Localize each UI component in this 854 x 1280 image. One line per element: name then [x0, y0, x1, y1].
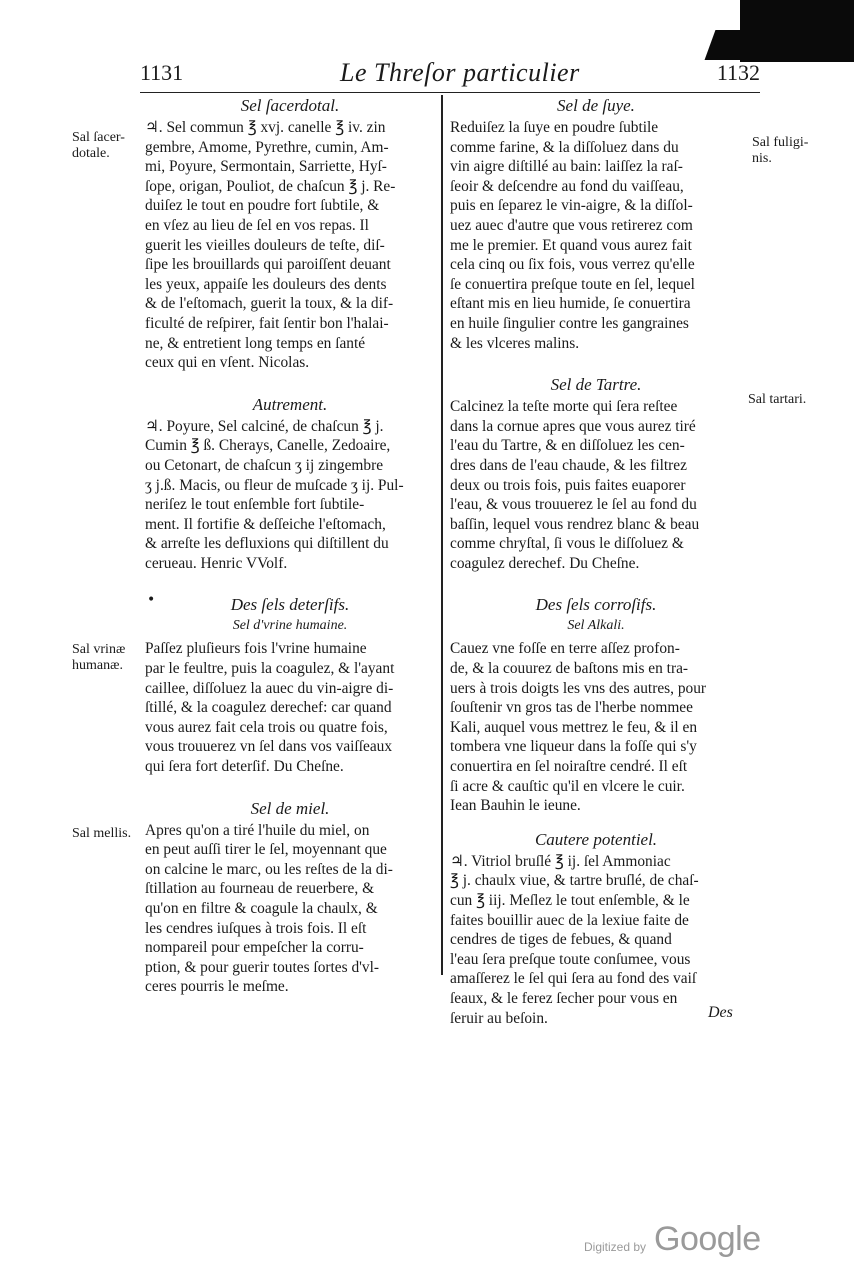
text-line: on calcine le marc, ou les reſtes de la di- [145, 860, 393, 878]
text-line: duiſez le tout en poudre fort ſubtile, & [145, 197, 380, 215]
text-line: & les vlceres malins. [450, 334, 580, 352]
text-line: ʒ j.ß. Macis, ou fleur de muſcade ʒ ij. Pul- [145, 476, 404, 494]
text-line: & arreſte les defluxions qui diſtillent du [145, 535, 389, 553]
section-heading: Sel de Tartre. [550, 375, 642, 395]
text-line: ℥ j. chaulx viue, & tartre bruſlé, de chaſ- [450, 872, 699, 890]
text-line: ſtillé, & la coagulez derechef: car quand [145, 699, 392, 717]
text-line: faites bouillir auec de la lexiue faite de [450, 911, 689, 929]
text-line: ſouſtenir vn gros tas de l'herbe nommee [450, 699, 693, 717]
page-number-left: 1131 [140, 60, 184, 85]
section-sel-de-miel [145, 799, 435, 997]
text-line: Paſſez pluſieurs fois l'vrine humaine [145, 640, 367, 658]
text-line: cendres de tiges de febues, & quand [450, 931, 672, 949]
watermark-small-text: Digitized by [584, 1240, 647, 1254]
text-line: en vſez au lieu de ſel en vos repas. Il [145, 216, 369, 234]
paragraph [450, 639, 742, 815]
printer-mark: • [147, 592, 156, 608]
text-line: ceres pourris le meſme. [145, 978, 289, 996]
paragraph [450, 397, 742, 573]
section-sel-sacerdotal [145, 96, 435, 373]
text-line: de, & la couurez de baſtons mis en tra- [450, 660, 689, 678]
running-header [140, 50, 760, 93]
text-line: eſtant mis en lieu humide, ſe conuertira [450, 295, 691, 313]
text-line: vous aurez fait cela trois ou quatre fois, [145, 718, 388, 736]
section-sels-detersifs [145, 595, 435, 776]
text-line: dans la cornue apres que vous aurez tiré [450, 417, 696, 435]
text-line: me le premier. Et quand vous aurez fait [450, 236, 692, 254]
text-line: ne, & entretient long temps en ſanté [145, 334, 366, 352]
paragraph [145, 821, 435, 997]
text-line: coagulez derechef. Du Cheſne. [450, 554, 640, 572]
text-line: guerit les vieilles douleurs de teſte, diſ- [145, 236, 385, 254]
text-line: ſeoir & deſcendre au fond du vaiſſeau, [450, 177, 684, 195]
section-heading: Sel ſacerdotal. [240, 96, 340, 115]
margin-note-mellis: Sal mellis. [72, 826, 132, 841]
text-line: ſtillation au fourneau de reuerbere, & [145, 880, 375, 898]
text-line: en huile ſingulier contre les gangraines [450, 314, 689, 332]
text-line: amaſſerez le ſel qui ſera au fond des vaiſ [450, 970, 697, 988]
text-line: neriſez le tout enſemble fort ſubtile- [145, 496, 365, 514]
text-line: les yeux, appaiſe les douleurs des dents [145, 275, 387, 293]
margin-note-urinae: Sal vrinæ humanæ. [72, 642, 126, 673]
text-line: cerueau. Henric VVolf. [145, 554, 288, 572]
page-number-right: 1132 [716, 60, 760, 85]
text-line: l'eau du Tartre, & en diſſoluez les cen- [450, 437, 685, 455]
column-divider [441, 95, 443, 975]
text-line: ption, & pour guerir toutes ſortes d'vl- [145, 958, 380, 976]
text-line: en peut auſſi tirer le ſel, moyennant que [145, 841, 387, 859]
text-line: par le feultre, puis la coagulez, & l'ayant [145, 660, 395, 678]
margin-note-tartari: Sal tartari. [748, 392, 807, 407]
text-line: ment. Il fortifie & deſſeiche l'eſtomach, [145, 515, 386, 533]
section-heading: Des ſels deterſifs. [230, 595, 350, 615]
section-heading: Sel de ſuye. [557, 96, 635, 115]
text-line: l'eau, & vous trouuerez le ſel au fond du [450, 496, 697, 514]
text-line: vous trouuerez vn ſel dans vos vaiſſeaux [145, 738, 393, 756]
section-heading: Cautere potentiel. [534, 829, 658, 849]
text-line: conuertira en ſel noiraſtre cendré. Il eſt [450, 758, 688, 776]
paragraph [145, 639, 435, 776]
text-line: qui ſera fort deterſif. Du Cheſne. [145, 758, 344, 776]
text-line: Iean Bauhin le ieune. [450, 797, 581, 815]
text-line: cela cinq ou ſix fois, vous verrez qu'elle [450, 256, 695, 274]
text-line: ♃. Sel commun ℥ xvj. canelle ℥ iv. zin [145, 119, 386, 136]
text-line: uers à trois doigts les vns des autres, pour [450, 679, 707, 697]
text-line: comme chryſtal, ſi vous le diſſoluez & [450, 535, 684, 553]
section-sel-de-suye [450, 96, 742, 353]
text-line: comme farine, & la diſſoluez dans du [450, 138, 679, 156]
text-line: Calcinez la teſte morte qui ſera reſtee [450, 398, 678, 416]
text-line: Cauez vne foſſe en terre aſſez profon- [450, 640, 680, 658]
catchword: Des [708, 1004, 733, 1021]
text-line: nompareil pour empeſcher la corru- [145, 939, 364, 957]
section-sel-de-tartre [450, 375, 742, 573]
text-line: ſipe les brouillards qui paroiſſent deuant [145, 256, 391, 274]
text-line: Reduiſez la ſuye en poudre ſubtile [450, 119, 659, 136]
text-line: ♃. Vitriol bruſlé ℥ ij. ſel Ammoniac [450, 852, 671, 870]
margin-note-sacerdotal: Sal ſacer- dotale. [72, 130, 125, 161]
section-autrement [145, 395, 435, 574]
text-line: gembre, Amome, Pyrethre, cumin, Am- [145, 138, 389, 156]
text-line: vin aigre diſtillé au bain: laiſſez la raſ- [450, 158, 683, 176]
text-line: dres dans de l'eau chaude, & les filtrez [450, 456, 687, 474]
text-line: les cendres iuſques à trois fois. Il eſt [145, 919, 367, 937]
margin-note-fuliginis: Sal fuligi- nis. [752, 135, 809, 166]
text-line: cun ℥ iij. Meſlez le tout enſemble, & le [450, 892, 690, 909]
text-line: ſope, origan, Pouliot, de chaſcun ℥ j. Re- [145, 177, 396, 195]
right-column [450, 96, 742, 1028]
text-line: ſi acre & cauſtic qu'il en vlcere le cuir. [450, 777, 685, 795]
paragraph [145, 118, 435, 373]
text-line: ſe conuertira preſque toute en ſel, lequel [450, 275, 695, 293]
text-line: Cumin ℥ ß. Cherays, Canelle, Zedoaire, [145, 437, 391, 455]
paragraph [145, 417, 435, 574]
text-line: tombera vne liqueur dans la foſſe qui s'y [450, 738, 697, 756]
text-line: puis en ſeparez le vin-aigre, & la diſſol- [450, 197, 693, 215]
section-cautere-potentiel [450, 830, 742, 1028]
section-subheading: Sel d'vrine humaine. [232, 618, 348, 634]
section-heading: Autrement. [252, 394, 328, 414]
section-subheading: Sel Alkali. [567, 618, 625, 634]
text-line: baſſin, lequel vous rendrez blanc & beau [450, 515, 700, 533]
text-line: ſeaux, & le ferez ſecher pour vous en [450, 989, 678, 1007]
text-line: uez auec d'autre que vous retirerez com [450, 216, 693, 234]
section-heading: Des ſels corroſifs. [535, 595, 657, 615]
left-column [145, 96, 435, 997]
text-line: caillee, diſſoluez la auec du vin-aigre di- [145, 679, 394, 697]
text-line: ♃. Poyure, Sel calciné, de chaſcun ℥ j. [145, 417, 384, 435]
google-logo: Google [654, 1220, 761, 1258]
section-sels-corrosifs [450, 595, 742, 815]
text-line: ficulté de reſpirer, fait ſentir bon l'halai- [145, 314, 389, 332]
paragraph [450, 852, 742, 1028]
text-line: & de l'eſtomach, guerit la toux, & la dif- [145, 295, 394, 313]
text-line: Apres qu'on a tiré l'huile du miel, on [145, 821, 370, 839]
section-heading: Sel de miel. [250, 798, 330, 818]
text-line: ou Cetonart, de chaſcun ʒ ij zingembre [145, 456, 384, 474]
text-line: l'eau ſera preſque toute conſumee, vous [450, 950, 691, 968]
text-line: mi, Poyure, Sermontain, Sarriette, Hyſ- [145, 158, 387, 176]
text-line: Kali, auquel vous mettrez le feu, & il en [450, 718, 698, 736]
text-line: deux ou trois fois, puis faites euaporer [450, 476, 686, 494]
running-title: Le Threſor particulier [340, 58, 580, 87]
text-line: ceux qui en vſent. Nicolas. [145, 354, 310, 372]
text-line: qu'on en filtre & coagule la chaulx, & [145, 900, 378, 917]
text-line: ſeruir au beſoin. [450, 1009, 548, 1027]
paragraph [450, 118, 742, 353]
